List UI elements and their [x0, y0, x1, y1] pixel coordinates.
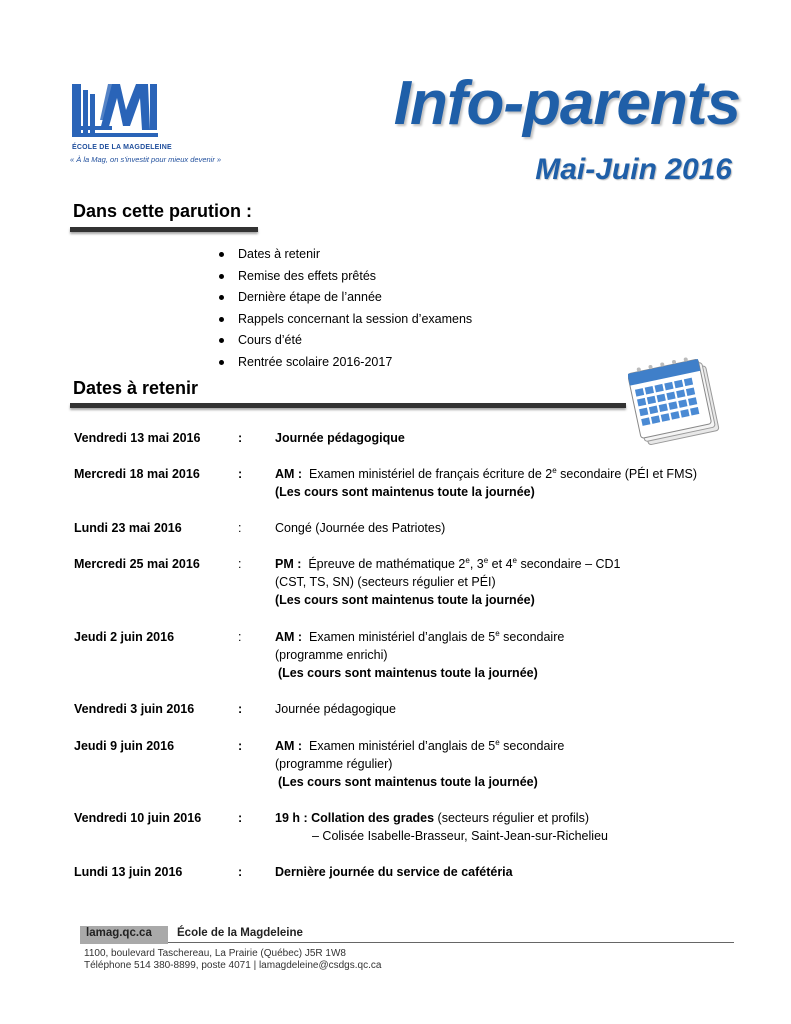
dates-heading: Dates à retenir: [73, 378, 199, 398]
contents-item: Rentrée scolaire 2016-2017: [218, 352, 472, 374]
event-date: Mercredi 25 mai 2016: [74, 557, 200, 571]
event-note: (Les cours sont maintenus toute la journée): [275, 593, 535, 607]
contents-list: [218, 244, 472, 373]
contents-item: Dates à retenir: [218, 244, 472, 266]
heading-divider: [70, 403, 626, 408]
event-detail: (programme régulier): [275, 757, 393, 771]
event-description: Journée pédagogique: [275, 431, 405, 445]
event-date: Lundi 13 juin 2016: [74, 865, 183, 879]
event-description: AM : Examen ministériel d’anglais de 5e secondaire: [275, 737, 565, 753]
event-note: (Les cours sont maintenus toute la journée): [278, 775, 538, 789]
event-description: AM : Examen ministériel de français écriture de 2e secondaire (PÉI et FMS): [275, 465, 697, 481]
event-date: Mercredi 18 mai 2016: [74, 467, 200, 481]
newsletter-title: Info-parents: [393, 69, 740, 138]
event-separator: :: [238, 467, 243, 481]
event-date: Jeudi 2 juin 2016: [74, 630, 175, 644]
heading-divider: [70, 227, 258, 232]
event-separator: :: [238, 431, 243, 445]
footer-contact: Téléphone 514 380-8899, poste 4071 | lamagdeleine@csdgs.qc.ca: [84, 960, 382, 971]
footer-website-link[interactable]: lamag.qc.ca: [86, 927, 152, 939]
newsletter-edition: Mai-Juin 2016: [535, 153, 732, 186]
contents-item: Rappels concernant la session d’examens: [218, 309, 472, 331]
event-date: Vendredi 13 mai 2016: [74, 431, 201, 445]
event-description: Journée pédagogique: [275, 702, 396, 716]
event-detail: (CST, TS, SN) (secteurs régulier et PÉI): [275, 575, 496, 589]
footer-school-name: École de la Magdeleine: [177, 927, 303, 939]
event-location: – Colisée Isabelle-Brasseur, Saint-Jean-sur-Richelieu: [312, 829, 608, 843]
logo-school-name: ÉCOLE DE LA MAGDELEINE: [72, 144, 172, 151]
school-logo: [70, 80, 160, 144]
event-separator: :: [238, 557, 242, 571]
event-separator: :: [238, 865, 243, 879]
calendar-icon: [628, 350, 728, 450]
event-note: (Les cours sont maintenus toute la journée): [278, 666, 538, 680]
contents-item: Cours d’été: [218, 330, 472, 352]
contents-heading: Dans cette parution :: [73, 201, 253, 221]
event-separator: :: [238, 630, 242, 644]
event-description: 19 h : Collation des grades (secteurs régulier et profils): [275, 811, 589, 825]
event-separator: :: [238, 739, 243, 753]
event-note: (Les cours sont maintenus toute la journée): [275, 485, 535, 499]
contents-item: Dernière étape de l’année: [218, 287, 472, 309]
event-separator: :: [238, 702, 243, 716]
event-separator: :: [238, 811, 243, 825]
event-date: Jeudi 9 juin 2016: [74, 739, 175, 753]
event-date: Vendredi 10 juin 2016: [74, 811, 202, 825]
event-date: Vendredi 3 juin 2016: [74, 702, 195, 716]
event-description: PM : Épreuve de mathématique 2e, 3e et 4e secondaire – CD1: [275, 555, 621, 571]
logo-motto: « À la Mag, on s'investit pour mieux devenir »: [70, 155, 222, 164]
event-description: Congé (Journée des Patriotes): [275, 521, 446, 535]
event-date: Lundi 23 mai 2016: [74, 521, 182, 535]
event-description: Dernière journée du service de cafétéria: [275, 865, 513, 879]
footer-divider: [168, 942, 734, 943]
event-description: AM : Examen ministériel d’anglais de 5e secondaire: [275, 628, 565, 644]
event-detail: (programme enrichi): [275, 648, 388, 662]
contents-item: Remise des effets prêtés: [218, 266, 472, 288]
footer-address: 1100, boulevard Taschereau, La Prairie (Québec) J5R 1W8: [84, 948, 346, 959]
event-separator: :: [238, 521, 242, 535]
